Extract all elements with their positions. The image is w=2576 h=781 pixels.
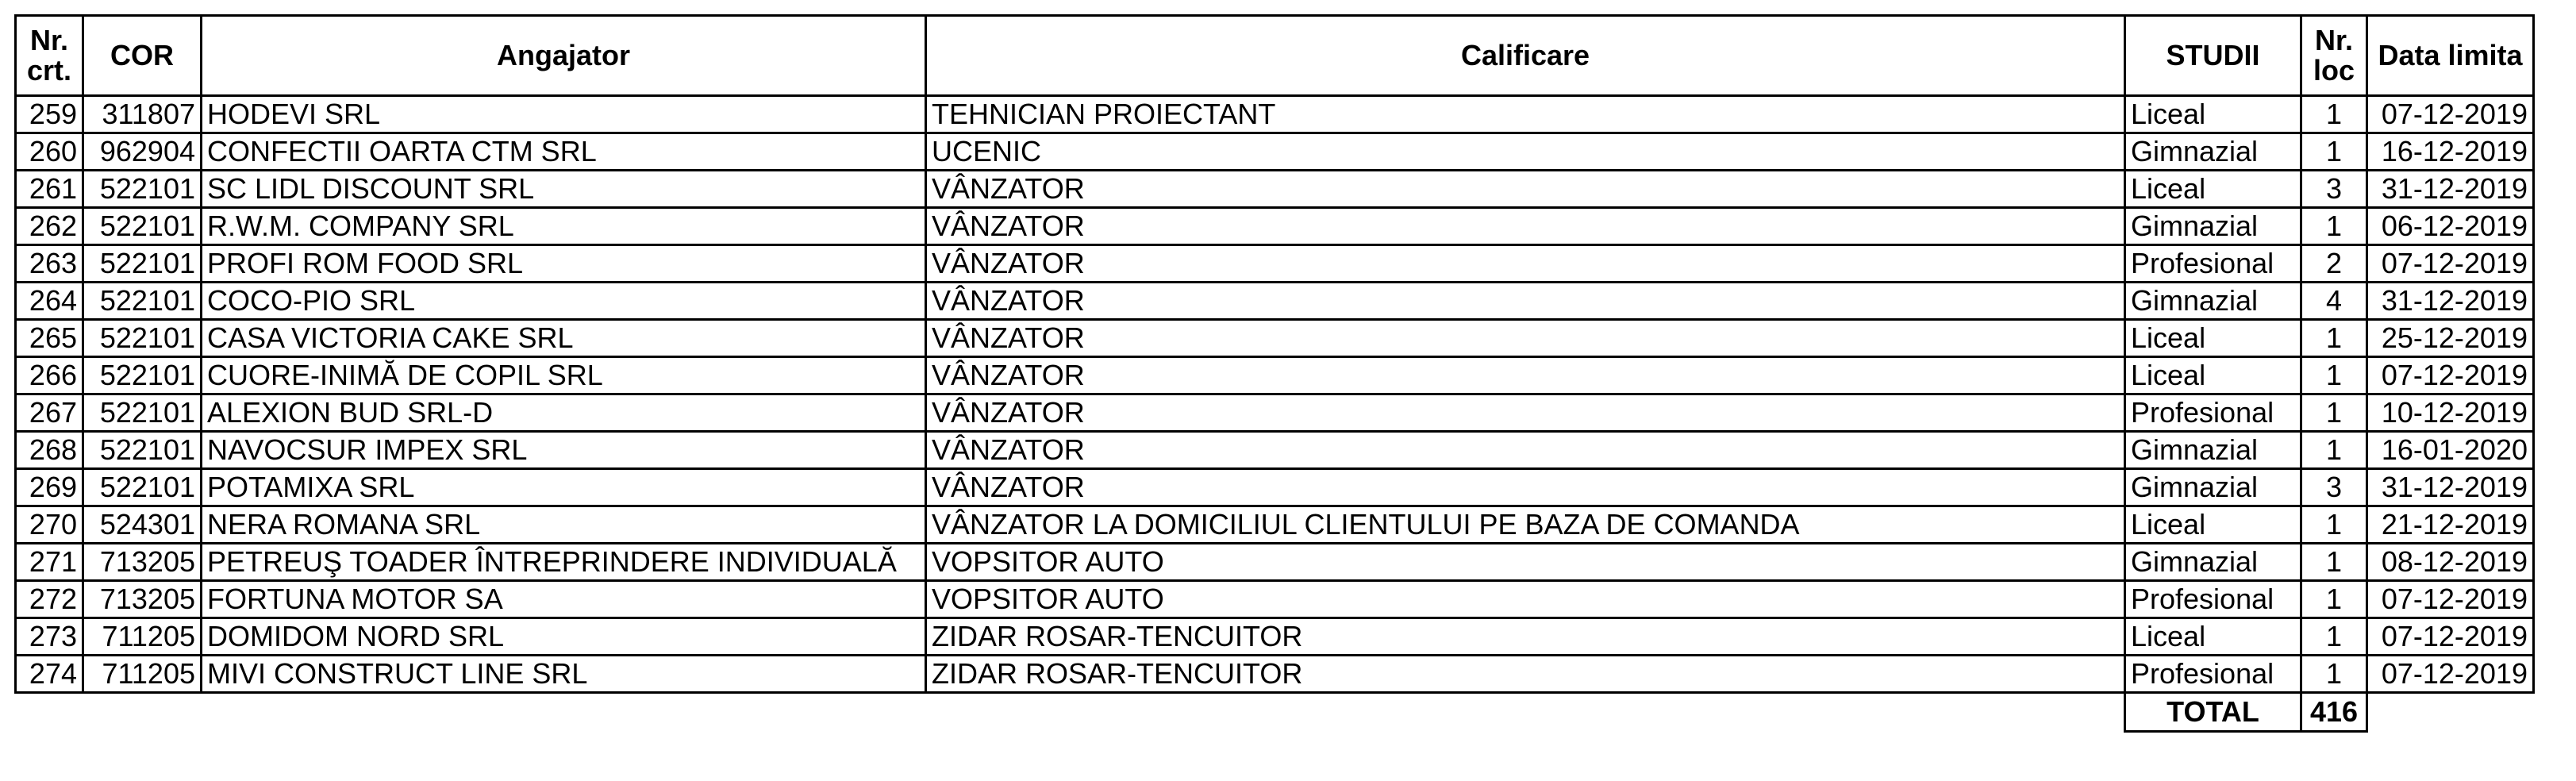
cell-angajator: FORTUNA MOTOR SA <box>202 581 926 618</box>
cell-studii: Gimnazial <box>2125 544 2301 581</box>
cell-data-limita: 10-12-2019 <box>2367 394 2534 432</box>
header-data-limita: Data limita <box>2367 16 2534 96</box>
cell-nr-crt: 267 <box>16 394 83 432</box>
cell-nr-crt: 262 <box>16 208 83 245</box>
cell-studii: Profesional <box>2125 394 2301 432</box>
cell-nr-loc: 1 <box>2301 357 2367 394</box>
cell-angajator: CUORE-INIMĂ DE COPIL SRL <box>202 357 926 394</box>
cell-studii: Gimnazial <box>2125 133 2301 171</box>
cell-nr-crt: 266 <box>16 357 83 394</box>
cell-data-limita: 16-12-2019 <box>2367 133 2534 171</box>
cell-data-limita: 16-01-2020 <box>2367 432 2534 469</box>
cell-calificare: VÂNZATOR LA DOMICILIUL CLIENTULUI PE BAZA DE COMANDA <box>926 506 2125 544</box>
cell-data-limita: 07-12-2019 <box>2367 96 2534 133</box>
cell-cor: 524301 <box>83 506 202 544</box>
cell-calificare: VÂNZATOR <box>926 283 2125 320</box>
cell-cor: 962904 <box>83 133 202 171</box>
cell-angajator: HODEVI SRL <box>202 96 926 133</box>
cell-cor: 522101 <box>83 208 202 245</box>
cell-data-limita: 06-12-2019 <box>2367 208 2534 245</box>
cell-studii: Liceal <box>2125 618 2301 656</box>
cell-angajator: COCO-PIO SRL <box>202 283 926 320</box>
cell-calificare: VÂNZATOR <box>926 469 2125 506</box>
total-label: TOTAL <box>2125 693 2301 732</box>
cell-cor: 522101 <box>83 320 202 357</box>
cell-nr-loc: 1 <box>2301 394 2367 432</box>
cell-cor: 522101 <box>83 171 202 208</box>
cell-nr-crt: 270 <box>16 506 83 544</box>
cell-calificare: VOPSITOR AUTO <box>926 544 2125 581</box>
table-row <box>16 618 2534 656</box>
cell-cor: 711205 <box>83 656 202 693</box>
cell-nr-loc: 4 <box>2301 283 2367 320</box>
cell-angajator: ALEXION BUD SRL-D <box>202 394 926 432</box>
table-row <box>16 133 2534 171</box>
cell-nr-loc: 1 <box>2301 506 2367 544</box>
cell-nr-crt: 264 <box>16 283 83 320</box>
table-row <box>16 656 2534 693</box>
cell-angajator: NAVOCSUR IMPEX SRL <box>202 432 926 469</box>
cell-nr-crt: 273 <box>16 618 83 656</box>
header-nr-crt-line1: Nr. <box>29 24 69 57</box>
cell-angajator: SC LIDL DISCOUNT SRL <box>202 171 926 208</box>
cell-data-limita: 31-12-2019 <box>2367 469 2534 506</box>
header-angajator: Angajator <box>202 16 926 96</box>
total-row-spacer <box>16 693 2125 732</box>
cell-studii: Liceal <box>2125 171 2301 208</box>
cell-data-limita: 21-12-2019 <box>2367 506 2534 544</box>
cell-calificare: ZIDAR ROSAR-TENCUITOR <box>926 656 2125 693</box>
cell-data-limita: 25-12-2019 <box>2367 320 2534 357</box>
cell-data-limita: 31-12-2019 <box>2367 283 2534 320</box>
cell-nr-crt: 269 <box>16 469 83 506</box>
header-nr-loc <box>2301 16 2367 96</box>
cell-data-limita: 08-12-2019 <box>2367 544 2534 581</box>
header-nr-loc-line1: Nr. <box>2314 24 2354 57</box>
cell-angajator: CONFECTII OARTA CTM SRL <box>202 133 926 171</box>
cell-data-limita: 07-12-2019 <box>2367 581 2534 618</box>
cell-studii: Profesional <box>2125 656 2301 693</box>
cell-studii: Liceal <box>2125 357 2301 394</box>
cell-angajator: NERA ROMANA SRL <box>202 506 926 544</box>
cell-calificare: VÂNZATOR <box>926 208 2125 245</box>
cell-cor: 522101 <box>83 245 202 283</box>
cell-cor: 522101 <box>83 283 202 320</box>
cell-nr-crt: 260 <box>16 133 83 171</box>
cell-nr-crt: 271 <box>16 544 83 581</box>
cell-angajator: DOMIDOM NORD SRL <box>202 618 926 656</box>
cell-studii: Profesional <box>2125 245 2301 283</box>
table-row <box>16 581 2534 618</box>
cell-nr-loc: 1 <box>2301 544 2367 581</box>
cell-cor: 713205 <box>83 581 202 618</box>
cell-nr-loc: 3 <box>2301 171 2367 208</box>
cell-nr-crt: 261 <box>16 171 83 208</box>
header-nr-crt <box>16 16 83 96</box>
table-row <box>16 506 2534 544</box>
cell-nr-crt: 272 <box>16 581 83 618</box>
cell-data-limita: 07-12-2019 <box>2367 656 2534 693</box>
cell-data-limita: 07-12-2019 <box>2367 245 2534 283</box>
cell-nr-loc: 1 <box>2301 320 2367 357</box>
cell-studii: Liceal <box>2125 320 2301 357</box>
cell-calificare: VOPSITOR AUTO <box>926 581 2125 618</box>
cell-cor: 711205 <box>83 618 202 656</box>
table-row <box>16 469 2534 506</box>
table-row <box>16 320 2534 357</box>
cell-angajator: R.W.M. COMPANY SRL <box>202 208 926 245</box>
cell-cor: 522101 <box>83 357 202 394</box>
table-row <box>16 357 2534 394</box>
job-vacancies-table <box>14 14 2535 733</box>
table-row <box>16 96 2534 133</box>
cell-angajator: CASA VICTORIA CAKE SRL <box>202 320 926 357</box>
cell-nr-loc: 1 <box>2301 96 2367 133</box>
cell-nr-loc: 1 <box>2301 618 2367 656</box>
cell-calificare: VÂNZATOR <box>926 320 2125 357</box>
table-row <box>16 208 2534 245</box>
cell-nr-loc: 1 <box>2301 432 2367 469</box>
cell-cor: 522101 <box>83 469 202 506</box>
table-row <box>16 245 2534 283</box>
total-value: 416 <box>2301 693 2367 732</box>
header-row <box>16 16 2534 96</box>
cell-data-limita: 07-12-2019 <box>2367 618 2534 656</box>
cell-cor: 522101 <box>83 394 202 432</box>
cell-angajator: POTAMIXA SRL <box>202 469 926 506</box>
cell-nr-crt: 274 <box>16 656 83 693</box>
cell-angajator: MIVI CONSTRUCT LINE SRL <box>202 656 926 693</box>
cell-studii: Profesional <box>2125 581 2301 618</box>
cell-nr-loc: 1 <box>2301 133 2367 171</box>
table-row <box>16 544 2534 581</box>
header-calificare: Calificare <box>926 16 2125 96</box>
cell-calificare: VÂNZATOR <box>926 357 2125 394</box>
cell-studii: Gimnazial <box>2125 432 2301 469</box>
cell-nr-crt: 263 <box>16 245 83 283</box>
table-row <box>16 283 2534 320</box>
cell-angajator: PROFI ROM FOOD SRL <box>202 245 926 283</box>
cell-nr-loc: 2 <box>2301 245 2367 283</box>
cell-nr-crt: 268 <box>16 432 83 469</box>
cell-calificare: VÂNZATOR <box>926 171 2125 208</box>
cell-data-limita: 31-12-2019 <box>2367 171 2534 208</box>
cell-cor: 713205 <box>83 544 202 581</box>
table-body <box>16 96 2534 693</box>
cell-nr-loc: 1 <box>2301 581 2367 618</box>
header-studii: STUDII <box>2125 16 2301 96</box>
table-row <box>16 394 2534 432</box>
cell-studii: Liceal <box>2125 506 2301 544</box>
cell-calificare: VÂNZATOR <box>926 394 2125 432</box>
cell-nr-loc: 1 <box>2301 208 2367 245</box>
cell-studii: Gimnazial <box>2125 208 2301 245</box>
cell-studii: Liceal <box>2125 96 2301 133</box>
cell-studii: Gimnazial <box>2125 469 2301 506</box>
cell-nr-loc: 3 <box>2301 469 2367 506</box>
cell-calificare: VÂNZATOR <box>926 432 2125 469</box>
header-nr-loc-line2: loc <box>2313 54 2355 87</box>
header-cor: COR <box>83 16 202 96</box>
cell-studii: Gimnazial <box>2125 283 2301 320</box>
table-row <box>16 432 2534 469</box>
table-row <box>16 171 2534 208</box>
total-row-end-spacer <box>2367 693 2534 732</box>
cell-angajator: PETREUŞ TOADER ÎNTREPRINDERE INDIVIDUALĂ <box>202 544 926 581</box>
cell-nr-crt: 259 <box>16 96 83 133</box>
cell-data-limita: 07-12-2019 <box>2367 357 2534 394</box>
cell-calificare: UCENIC <box>926 133 2125 171</box>
cell-nr-loc: 1 <box>2301 656 2367 693</box>
cell-cor: 522101 <box>83 432 202 469</box>
cell-calificare: ZIDAR ROSAR-TENCUITOR <box>926 618 2125 656</box>
cell-cor: 311807 <box>83 96 202 133</box>
header-nr-crt-line2: crt. <box>26 54 72 87</box>
cell-nr-crt: 265 <box>16 320 83 357</box>
cell-calificare: TEHNICIAN PROIECTANT <box>926 96 2125 133</box>
total-row <box>16 693 2534 732</box>
cell-calificare: VÂNZATOR <box>926 245 2125 283</box>
